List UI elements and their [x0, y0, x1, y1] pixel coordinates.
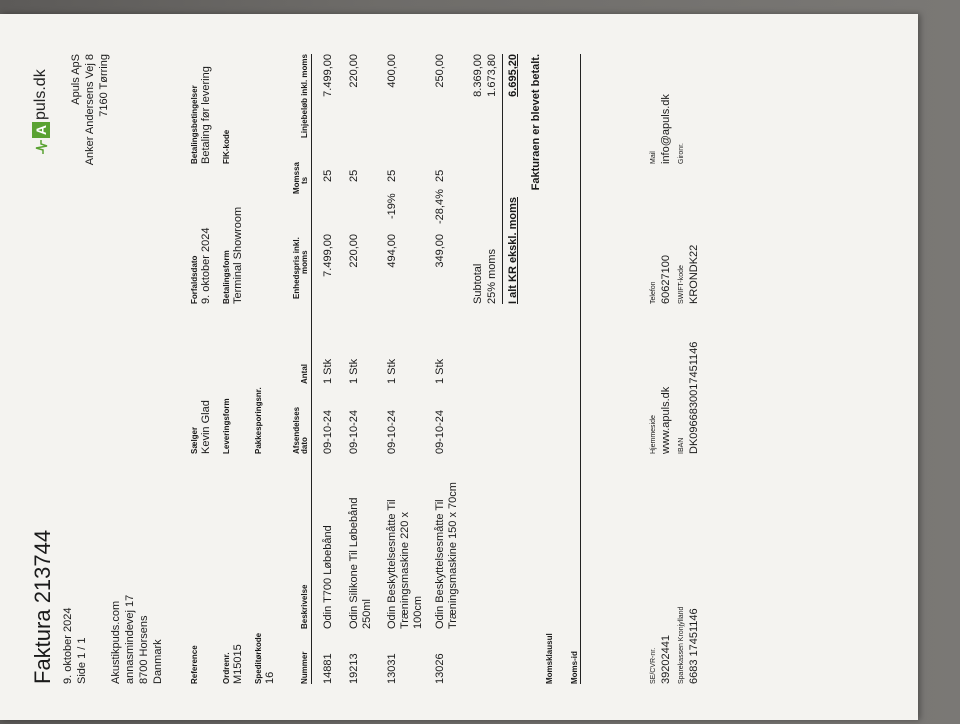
iban-value: DK0966830017451146: [688, 341, 700, 454]
row3-vat: 25: [386, 169, 398, 182]
invoice-paper: [0, 14, 918, 720]
vat-id-label: Moms-id: [570, 651, 579, 684]
col-unit-2: moms: [300, 250, 309, 274]
row3-date: 09-10-24: [386, 409, 398, 454]
row3-qty: 1 Stk: [386, 358, 398, 384]
col-qty: Antal: [300, 364, 309, 384]
due-date: 9. oktober 2024: [200, 227, 212, 304]
row3-total: 400,00: [386, 54, 398, 88]
col-unit-1: Enhedspris inkl.: [292, 237, 301, 299]
row2-total: 220,00: [348, 54, 360, 88]
row4-discount: -28,4%: [434, 189, 446, 224]
fik-label: FIK-kode: [222, 129, 231, 164]
seller-street: Anker Andersens Vej 8: [84, 54, 96, 166]
seller-name: Apuls ApS: [70, 54, 82, 105]
mail-value: info@apuls.dk: [660, 94, 672, 164]
row1-number: 14881: [322, 653, 334, 684]
row1-vat: 25: [322, 169, 334, 182]
delivery-label: Leveringsform: [222, 398, 231, 454]
row2-desc: Odin Silikone Til Løbebånd: [348, 497, 360, 629]
row2-unit: 220,00: [348, 234, 360, 268]
payment-method: Terminal Showroom: [232, 206, 244, 304]
salesperson-label: Sælger: [190, 426, 199, 454]
web-value: www.apuls.dk: [660, 386, 672, 454]
row4-vat: 25: [434, 169, 446, 182]
invoice-title: Faktura 213744: [30, 529, 55, 684]
row3-desc-3: 100cm: [412, 595, 424, 629]
giro-label: Gironr.: [678, 142, 685, 164]
col-date-1: Afsendelses: [292, 406, 301, 454]
cvr-value: 39202441: [660, 635, 672, 684]
total-label: I alt KR ekskl. moms: [507, 197, 519, 304]
phone-label: Telefon: [650, 281, 657, 304]
swift-value: KRONDK22: [688, 244, 700, 304]
row3-number: 13031: [386, 653, 398, 684]
payment-label: Betalingsform: [222, 250, 231, 304]
phone-value: 60627100: [660, 255, 672, 304]
vat-value: 1.673,80: [486, 54, 498, 97]
row2-vat: 25: [348, 169, 360, 182]
seller-logo: [32, 69, 50, 154]
paid-note: Fakturaen er blevet betalt.: [530, 54, 542, 191]
invoice-page: Side 1 / 1: [76, 637, 88, 684]
row4-desc: Odin Beskyttelsesmåtte Til: [434, 499, 446, 629]
customer-name: Akustikpuds.com: [110, 600, 122, 684]
row3-desc-2: Træningsmaskine 220 x: [399, 512, 411, 629]
shipping-code: 16: [264, 671, 276, 684]
shipping-label: Speditørkode: [254, 632, 263, 684]
web-label: Hjemmeside: [650, 415, 657, 454]
col-vat-2: ts: [300, 176, 309, 184]
row3-unit: 494,00: [386, 234, 398, 268]
col-description: Beskrivelse: [300, 584, 309, 629]
row3-discount: -19%: [386, 193, 398, 219]
due-label: Forfaldsdato: [190, 255, 199, 304]
row1-desc: Odin T700 Løbebånd: [322, 525, 334, 629]
pulse-icon: [33, 140, 49, 154]
row4-number: 13026: [434, 653, 446, 684]
table-header-rule: [311, 54, 312, 684]
tracking-label: Pakkesporingsnr.: [254, 387, 263, 454]
logo-text: puls.dk: [32, 69, 49, 120]
reference-label: Reference: [190, 645, 199, 684]
row4-date: 09-10-24: [434, 409, 446, 454]
total-value: 6.695,20: [507, 54, 519, 97]
order-number: M15015: [232, 644, 244, 684]
row4-total: 250,00: [434, 54, 446, 88]
swift-label: SWIFT-kode: [678, 265, 685, 304]
col-total: Linjebeløb inkl. moms: [300, 54, 309, 139]
customer-street: annasmindevej 17: [124, 594, 136, 684]
row3-desc: Odin Beskyttelsesmåtte Til: [386, 499, 398, 629]
col-date-2: dato: [300, 437, 309, 454]
vat-clause-label: Momsklausul: [545, 633, 554, 684]
col-vat-1: Momssa: [292, 161, 301, 194]
order-label: Ordrenr.: [222, 652, 231, 684]
row4-qty: 1 Stk: [434, 358, 446, 384]
subtotal-value: 8.369,00: [472, 54, 484, 97]
invoice-sheet: [10, 24, 890, 724]
vat-label: 25% moms: [486, 248, 498, 304]
bank-name: Sparekassen Kronjylland: [678, 606, 685, 684]
row1-total: 7.499,00: [322, 54, 334, 97]
row4-desc-2: Træningsmaskine 150 x 70cm: [447, 482, 459, 629]
col-number: Nummer: [300, 651, 309, 684]
row4-unit: 349,00: [434, 234, 446, 268]
seller-city: 7160 Tørring: [98, 54, 110, 117]
row2-date: 09-10-24: [348, 409, 360, 454]
terms: Betaling før levering: [200, 66, 212, 164]
terms-label: Betalingsbetingelser: [190, 85, 199, 164]
clause-rule: [580, 54, 581, 684]
row1-date: 09-10-24: [322, 409, 334, 454]
row1-qty: 1 Stk: [322, 358, 334, 384]
invoice-date: 9. oktober 2024: [62, 607, 74, 684]
row2-qty: 1 Stk: [348, 358, 360, 384]
logo-letter: A: [32, 122, 50, 138]
customer-city: 8700 Horsens: [138, 615, 150, 684]
cvr-label: SE/CVR-nr.: [650, 647, 657, 684]
totals-rule: [502, 54, 503, 304]
subtotal-label: Subtotal: [472, 263, 484, 304]
row2-number: 19213: [348, 653, 360, 684]
bank-account: 6683 17451146: [688, 608, 700, 684]
iban-label: IBAN: [678, 437, 685, 454]
salesperson: Kevin Glad: [200, 400, 212, 454]
mail-label: Mail: [650, 151, 657, 164]
customer-country: Danmark: [152, 639, 164, 684]
row1-unit: 7.499,00: [322, 234, 334, 277]
row2-desc-2: 250ml: [361, 599, 373, 629]
